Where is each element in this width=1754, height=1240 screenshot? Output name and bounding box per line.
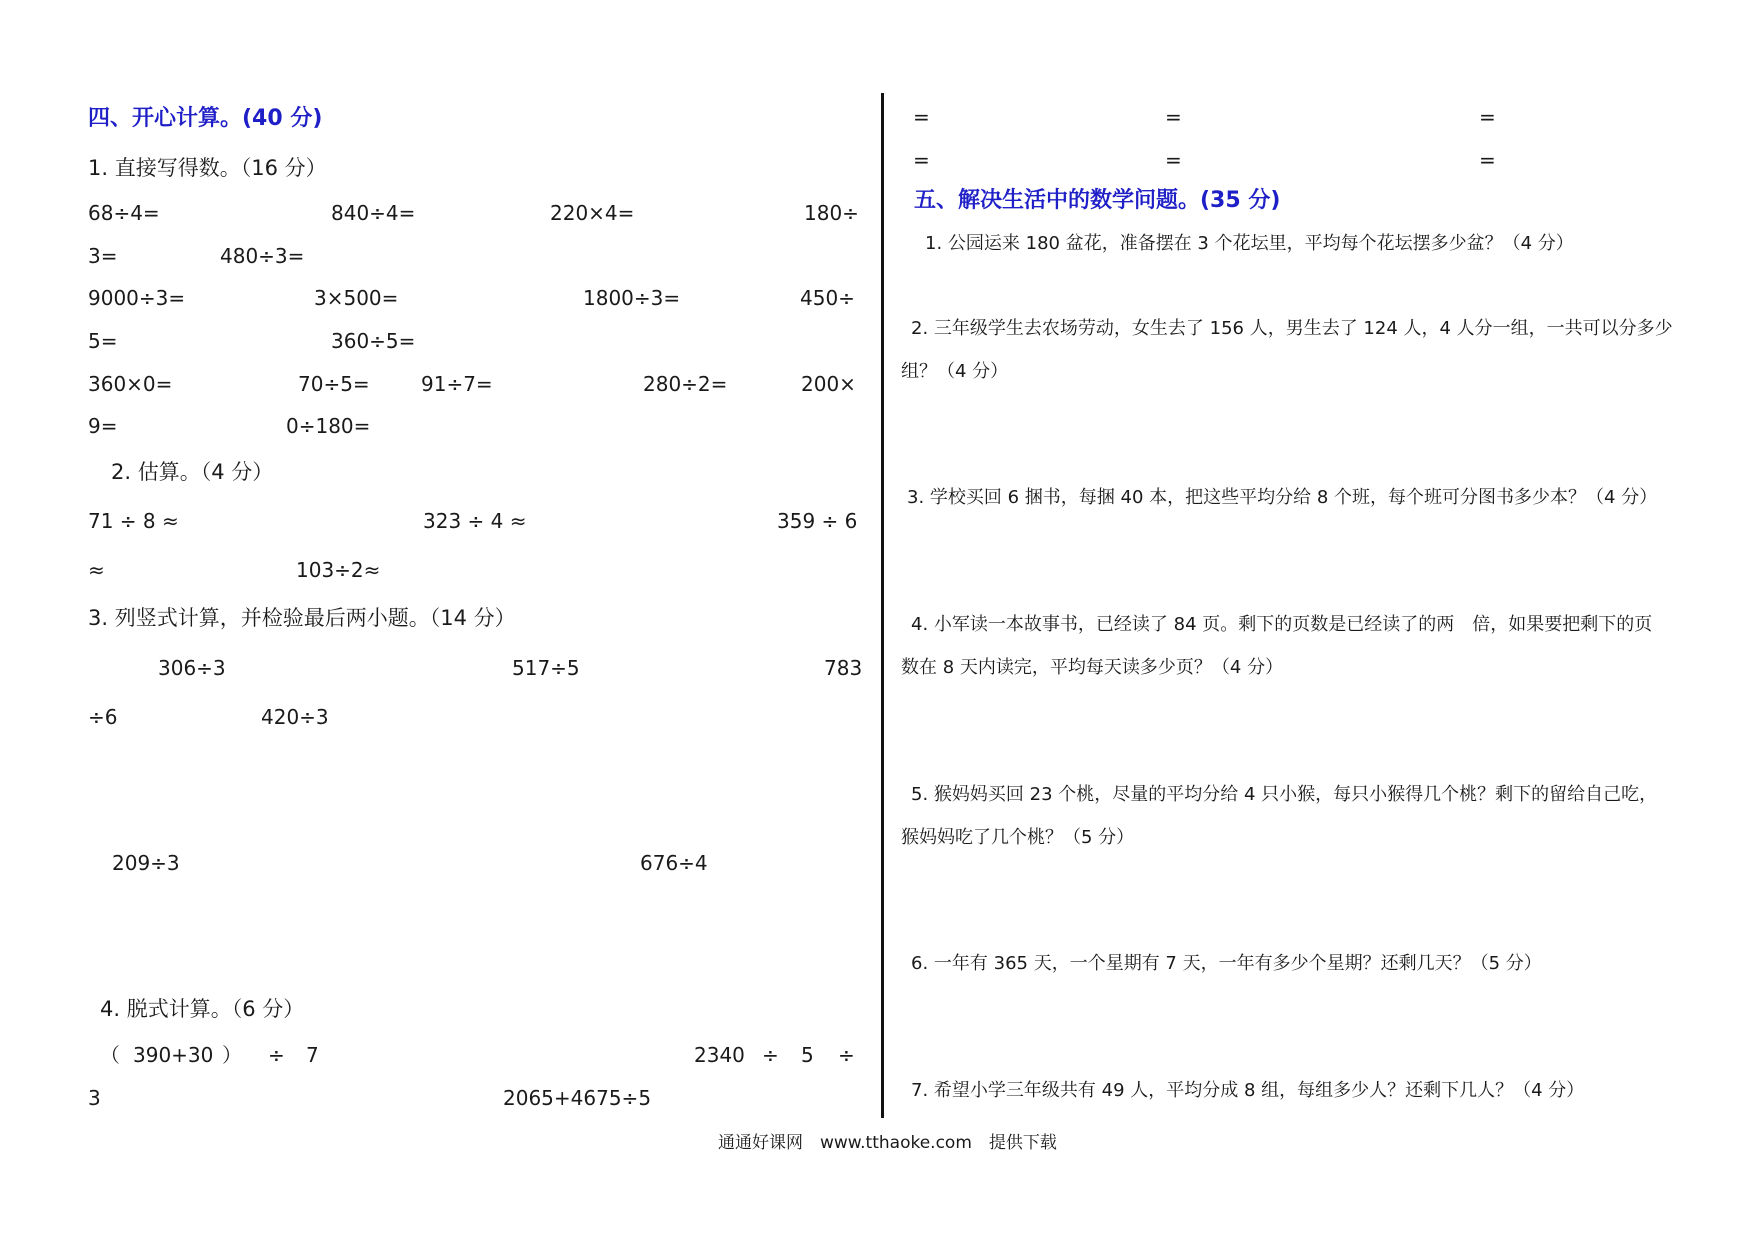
calc-item: 3= — [88, 244, 118, 268]
vertical-calc-item: ÷6 — [88, 705, 118, 729]
expr-token: 7 — [306, 1043, 319, 1067]
calc-item: 220×4= — [550, 201, 635, 225]
calc-item: 9= — [88, 414, 118, 438]
vertical-calc-item: 676÷4 — [640, 851, 708, 875]
expr-token: 2340 — [694, 1043, 745, 1067]
question-6: 6. 一年有 365 天，一个星期有 7 天，一年有多少个星期？还剩几天？（5 分） — [911, 953, 1542, 974]
estimate-item: 103÷2≈ — [296, 558, 381, 582]
question-2-line-2: 组？（4 分） — [901, 361, 1009, 382]
calc-item: 70÷5= — [298, 372, 370, 396]
calc-item: 450÷ — [800, 286, 855, 310]
calc-item: 840÷4= — [331, 201, 416, 225]
calc-item: 3×500= — [314, 286, 399, 310]
calc-item: 360÷5= — [331, 329, 416, 353]
calc-item: 180÷ — [804, 201, 859, 225]
column-divider — [881, 93, 884, 1118]
expr-token: ） — [222, 1043, 242, 1067]
vertical-calc-item: 783 — [824, 656, 863, 680]
expr-token: 5 — [801, 1043, 814, 1067]
question-5-line-1: 5. 猴妈妈买回 23 个桃，尽量的平均分给 4 只小猴，每只小猴得几个桃？剩下的留给自己吃， — [911, 784, 1658, 805]
vertical-calc-item: 209÷3 — [112, 851, 180, 875]
question-2-line-1: 2. 三年级学生去农场劳动，女生去了 156 人，男生去了 124 人，4 人分一组，一共可以分多少 — [911, 318, 1673, 339]
question-1: 1. 公园运来 180 盆花，准备摆在 3 个花坛里，平均每个花坛摆多少盆？（4 分） — [925, 233, 1574, 254]
question-4-line-2: 数在 8 天内读完，平均每天读多少页？（4 分） — [901, 657, 1284, 678]
part-4-title: 4. 脱式计算。（6 分） — [100, 997, 305, 1021]
expr-token: 390+30 — [133, 1043, 214, 1067]
equals-mark: = — [913, 148, 930, 172]
estimate-item: 323 ÷ 4 ≈ — [423, 509, 527, 533]
calc-item: 360×0= — [88, 372, 173, 396]
calc-item: 0÷180= — [286, 414, 371, 438]
footer-source: 通通好课网 www.tthaoke.com 提供下载 — [718, 1133, 1057, 1153]
calc-item: 1800÷3= — [583, 286, 681, 310]
equals-mark: = — [913, 105, 930, 129]
estimate-item: ≈ — [88, 558, 105, 582]
calc-item: 9000÷3= — [88, 286, 186, 310]
expr-token: 3 — [88, 1086, 101, 1110]
expr-token: ÷ — [762, 1043, 779, 1067]
part-1-title: 1. 直接写得数。（16 分） — [88, 156, 327, 180]
question-4-line-1: 4. 小军读一本故事书，已经读了 84 页。剩下的页数是已经读了的两 倍，如果要把剩下的页 — [911, 614, 1653, 635]
expr-token: ÷ — [268, 1043, 285, 1067]
part-2-title: 2. 估算。（4 分） — [111, 460, 274, 484]
calc-item: 280÷2= — [643, 372, 728, 396]
vertical-calc-item: 420÷3 — [261, 705, 329, 729]
estimate-item: 359 ÷ 6 — [777, 509, 858, 533]
part-3-title: 3. 列竖式计算，并检验最后两小题。（14 分） — [88, 606, 516, 630]
expr-token: （ — [100, 1043, 120, 1067]
vertical-calc-item: 517÷5 — [512, 656, 580, 680]
equals-mark: = — [1165, 105, 1182, 129]
expr-token: 2065+4675÷5 — [503, 1086, 652, 1110]
question-3: 3. 学校买回 6 捆书，每捆 40 本，把这些平均分给 8 个班，每个班可分图书多少本？（4 分） — [907, 487, 1658, 508]
calc-item: 480÷3= — [220, 244, 305, 268]
calc-item: 68÷4= — [88, 201, 160, 225]
section-5-title: 五、解决生活中的数学问题。(35 分) — [914, 188, 1281, 213]
calc-item: 5= — [88, 329, 118, 353]
vertical-calc-item: 306÷3 — [158, 656, 226, 680]
section-4-title: 四、开心计算。(40 分) — [88, 106, 323, 131]
equals-mark: = — [1479, 105, 1496, 129]
calc-item: 200× — [801, 372, 856, 396]
equals-mark: = — [1165, 148, 1182, 172]
calc-item: 91÷7= — [421, 372, 493, 396]
question-7: 7. 希望小学三年级共有 49 人，平均分成 8 组，每组多少人？还剩下几人？（4 分） — [911, 1080, 1585, 1101]
estimate-item: 71 ÷ 8 ≈ — [88, 509, 179, 533]
question-5-line-2: 猴妈妈吃了几个桃？（5 分） — [901, 827, 1135, 848]
expr-token: ÷ — [838, 1043, 855, 1067]
equals-mark: = — [1479, 148, 1496, 172]
